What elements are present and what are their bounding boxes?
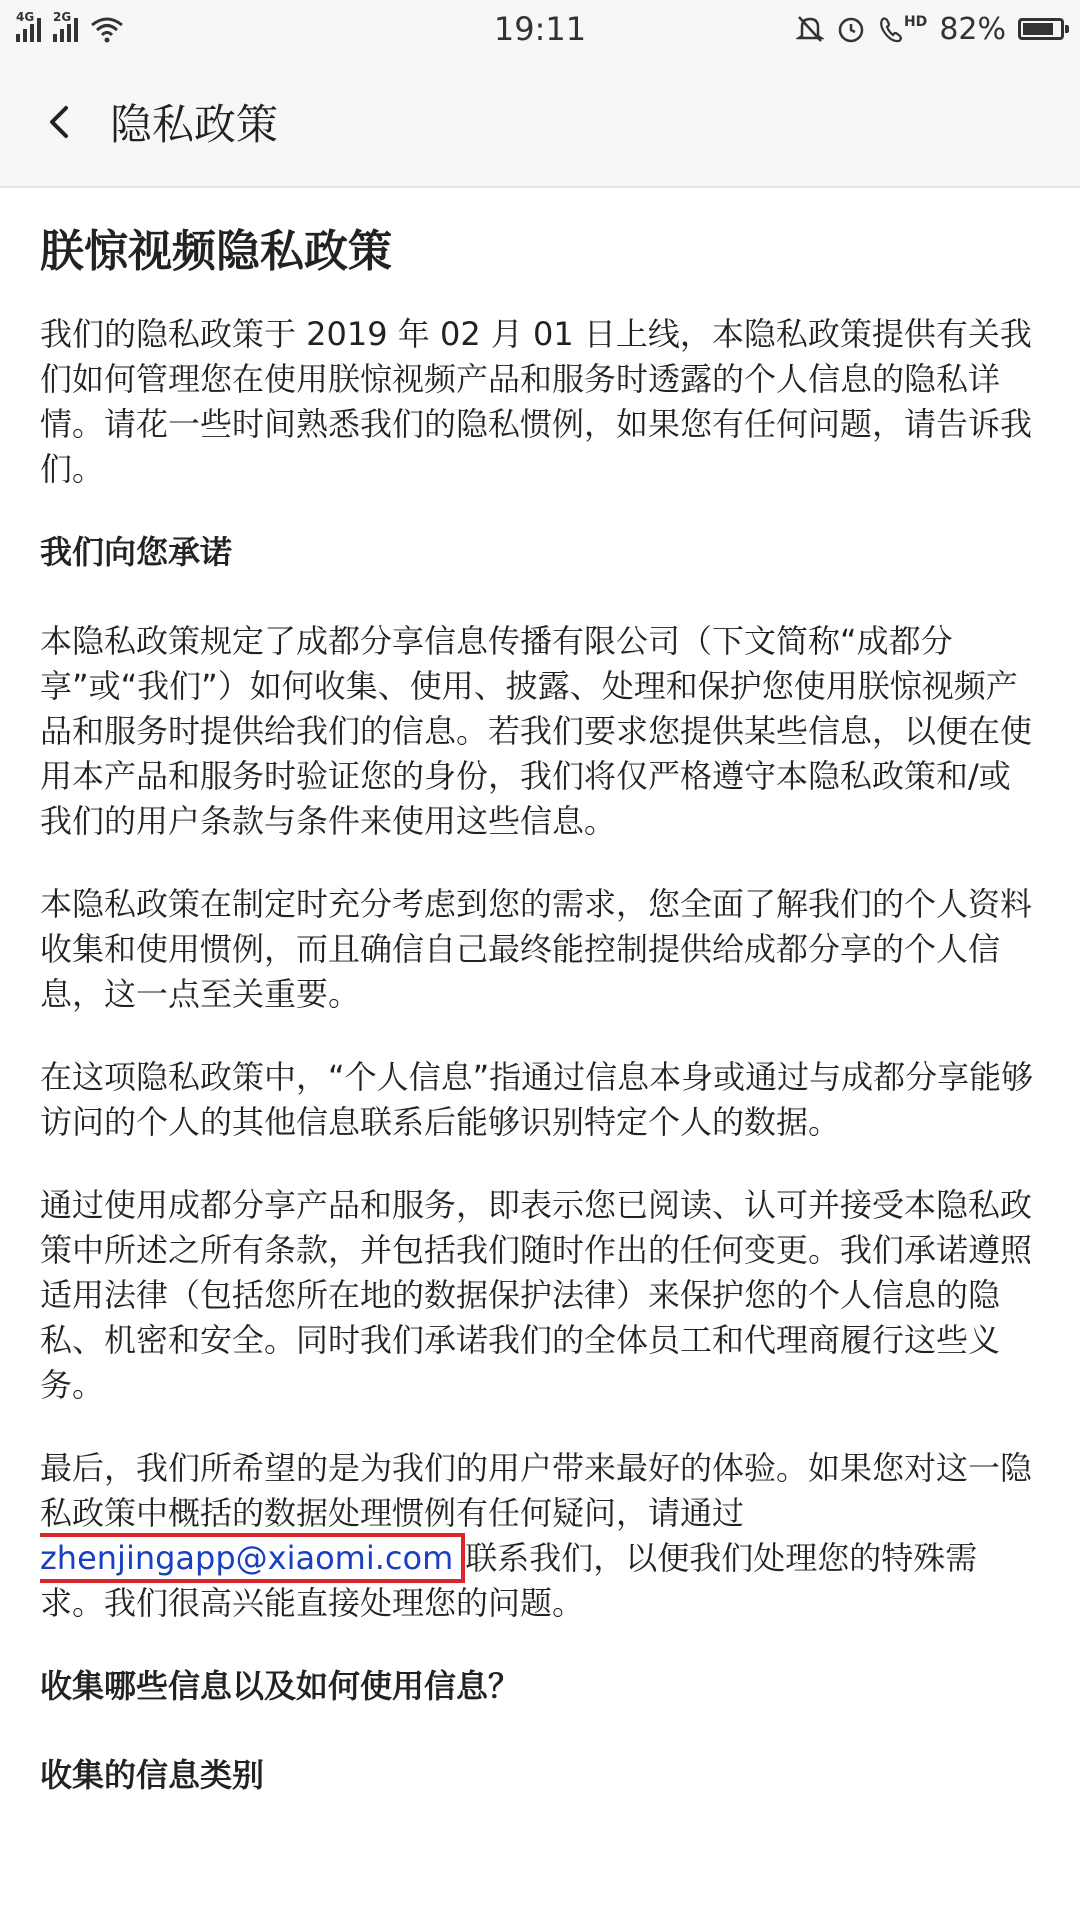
policy-paragraph: 本隐私政策在制定时充分考虑到您的需求，您全面了解我们的个人资料收集和使用惯例，而且确信自己最终能控制提供给成都分享的个人信息，这一点至关重要。 <box>40 885 1033 1013</box>
network-type-label: 2G <box>53 10 72 24</box>
status-right <box>796 12 1064 47</box>
cellular-signal-icon <box>53 10 78 42</box>
policy-content[interactable] <box>40 188 1040 1920</box>
bell-muted-icon <box>796 14 824 44</box>
alarm-clock-icon <box>836 14 866 44</box>
policy-paragraph: 本隐私政策规定了成都分享信息传播有限公司（下文简称“成都分享”或“我们”）如何收集、使用、披露、处理和保护您使用朕惊视频产品和服务时提供给我们的信息。若我们要求您提供某些信息，以便在使用本产品和服务时验证您的身份，我们将仅严格遵守本隐私政策和/或我们的用户条款与条件来使用这些信息。 <box>40 622 1033 840</box>
hd-label: HD <box>903 14 928 30</box>
network-type-label: 4G <box>16 10 35 24</box>
back-button[interactable] <box>20 82 100 162</box>
battery-percent: 82% <box>939 11 1006 47</box>
section-heading-promise: 我们向您承诺 <box>40 533 233 571</box>
contact-text-before: 最后，我们所希望的是为我们的用户带来最好的体验。如果您对这一隐私政策中概括的数据处理惯例有任何疑问，请通过 <box>40 1449 1033 1532</box>
policy-paragraph: 通过使用成都分享产品和服务，即表示您已阅读、认可并接受本隐私政策中所述之所有条款，并包括我们随时作出的任何变更。我们承诺遵照适用法律（包括您所在地的数据保护法律）来保护您的个人信息的隐私、机密和安全。同时我们承诺我们的全体员工和代理商履行这些义务。 <box>40 1186 1033 1404</box>
cellular-signal-icon <box>16 10 41 42</box>
policy-paragraph: 在这项隐私政策中，“个人信息”指通过信息本身或通过与成都分享能够访问的个人的其他信息联系后能够识别特定个人的数据。 <box>40 1058 1034 1141</box>
status-time: 19:11 <box>493 10 587 48</box>
intro-paragraph: 我们的隐私政策于 2019 年 02 月 01 日上线，本隐私政策提供有关我们如何管理您在使用朕惊视频产品和服务时透露的个人信息的隐私详情。请花一些时间熟悉我们的隐私惯例，如果您有任何问题，请告诉我们。 <box>40 315 1033 488</box>
section-heading-collect: 收集哪些信息以及如何使用信息？ <box>40 1667 521 1705</box>
contact-paragraph <box>40 1446 1040 1626</box>
hd-call-icon <box>878 14 927 44</box>
status-bar <box>0 0 1080 58</box>
document-title: 朕惊视频隐私政策 <box>40 226 392 277</box>
contact-email-link[interactable]: zhenjingapp@xiaomi.com <box>40 1533 465 1583</box>
section-heading-types: 收集的信息类别 <box>40 1756 265 1794</box>
battery-icon <box>1018 18 1064 40</box>
status-left <box>16 10 124 43</box>
wifi-icon <box>90 15 124 43</box>
contact-text-after: 联系我们，以便我们处理您的特殊需求。我们很高兴能直接处理您的问题。 <box>40 1539 978 1622</box>
app-header <box>0 58 1080 188</box>
chevron-left-icon <box>40 102 80 142</box>
page-title: 隐私政策 <box>110 100 279 149</box>
